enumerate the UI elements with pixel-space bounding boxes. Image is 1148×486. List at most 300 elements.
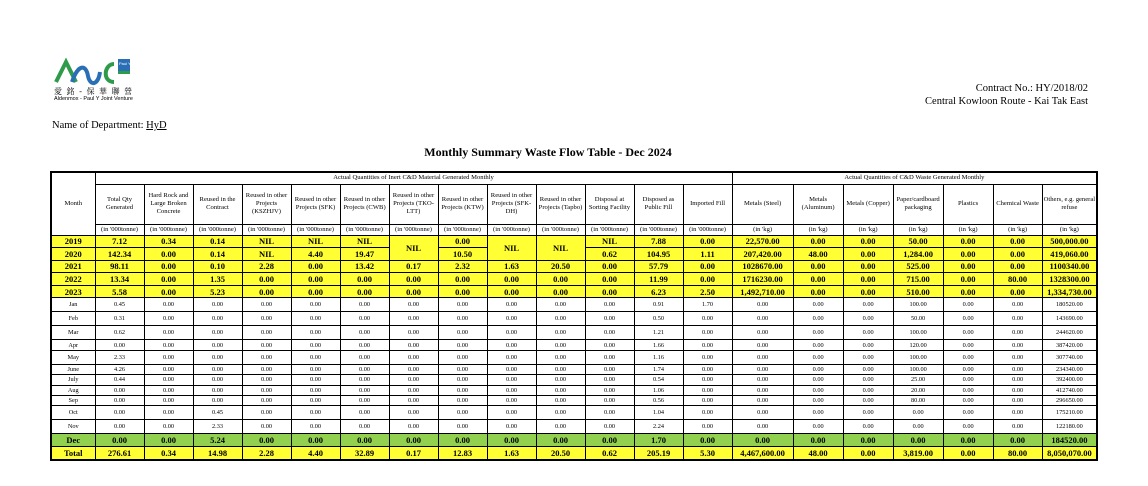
table-cell: 0.00 bbox=[536, 396, 585, 406]
table-cell: 0.00 bbox=[585, 406, 634, 420]
column-header: Metals (Copper) bbox=[843, 184, 893, 224]
table-cell: 0.00 bbox=[438, 350, 487, 364]
table-cell: 0.00 bbox=[291, 312, 340, 326]
table-cell: 0.00 bbox=[843, 447, 893, 461]
column-header: Chemical Waste bbox=[993, 184, 1042, 224]
table-cell: 1.74 bbox=[634, 364, 683, 374]
table-cell: 0.00 bbox=[893, 420, 943, 434]
table-cell: 0.00 bbox=[843, 248, 893, 261]
row-label: Nov bbox=[51, 420, 95, 434]
table-cell: 0.00 bbox=[291, 434, 340, 447]
table-cell: 0.00 bbox=[193, 326, 242, 340]
table-cell: 0.00 bbox=[340, 273, 389, 286]
table-cell: 0.56 bbox=[634, 396, 683, 406]
table-cell: 0.00 bbox=[585, 420, 634, 434]
table-cell: 0.00 bbox=[732, 434, 793, 447]
table-cell: 2.28 bbox=[242, 447, 291, 461]
project-name: Central Kowloon Route - Kai Tak East bbox=[925, 96, 1088, 107]
table-cell: 0.00 bbox=[793, 406, 843, 420]
table-cell: NIL bbox=[340, 235, 389, 248]
table-cell: 0.00 bbox=[389, 285, 438, 298]
table-cell: 0.00 bbox=[683, 350, 732, 364]
table-cell: 20.50 bbox=[536, 260, 585, 273]
table-cell: 0.00 bbox=[340, 375, 389, 385]
table-cell: 1.06 bbox=[634, 385, 683, 395]
table-cell: 1.63 bbox=[487, 260, 536, 273]
table-cell: 0.00 bbox=[291, 375, 340, 385]
table-cell: NIL bbox=[242, 248, 291, 261]
table-cell: 0.00 bbox=[242, 298, 291, 312]
column-header: Reused in other Projects (KTW) bbox=[438, 184, 487, 224]
table-cell: 0.00 bbox=[144, 364, 193, 374]
table-row bbox=[51, 447, 1097, 461]
table-cell: NIL bbox=[242, 235, 291, 248]
table-cell: 0.17 bbox=[389, 447, 438, 461]
table-cell: 0.00 bbox=[943, 248, 993, 261]
table-cell: 0.00 bbox=[993, 434, 1042, 447]
table-cell: 234340.00 bbox=[1042, 364, 1097, 374]
row-label: June bbox=[51, 364, 95, 374]
table-cell: 0.00 bbox=[438, 420, 487, 434]
table-cell: 0.10 bbox=[193, 260, 242, 273]
table-cell: 0.00 bbox=[438, 434, 487, 447]
table-cell: 0.00 bbox=[438, 326, 487, 340]
table-cell: 80.00 bbox=[993, 447, 1042, 461]
table-cell: 0.00 bbox=[843, 285, 893, 298]
table-cell: 0.00 bbox=[438, 312, 487, 326]
table-cell: 0.00 bbox=[340, 312, 389, 326]
table-cell: 50.00 bbox=[893, 235, 943, 248]
table-cell: 0.00 bbox=[993, 350, 1042, 364]
table-cell: 0.00 bbox=[585, 273, 634, 286]
table-cell: 0.00 bbox=[732, 298, 793, 312]
table-cell: 0.00 bbox=[340, 285, 389, 298]
table-row bbox=[51, 298, 1097, 312]
table-cell: 1,334,730.00 bbox=[1042, 285, 1097, 298]
table-cell: 0.00 bbox=[291, 273, 340, 286]
table-cell: 0.00 bbox=[144, 396, 193, 406]
row-label: Sep bbox=[51, 396, 95, 406]
table-cell: 48.00 bbox=[793, 447, 843, 461]
table-cell: 0.00 bbox=[144, 312, 193, 326]
table-cell: 122180.00 bbox=[1042, 420, 1097, 434]
table-cell: 0.00 bbox=[242, 312, 291, 326]
table-cell: 0.00 bbox=[389, 396, 438, 406]
table-cell: 7.12 bbox=[95, 235, 144, 248]
table-cell: 0.00 bbox=[993, 298, 1042, 312]
row-label: 2021 bbox=[51, 260, 95, 273]
table-cell: 0.00 bbox=[389, 375, 438, 385]
table-cell: 244620.00 bbox=[1042, 326, 1097, 340]
table-cell: 0.00 bbox=[943, 326, 993, 340]
table-cell: 0.00 bbox=[536, 406, 585, 420]
table-cell: 0.00 bbox=[95, 396, 144, 406]
row-label: Total bbox=[51, 447, 95, 461]
table-cell: 0.00 bbox=[993, 385, 1042, 395]
table-cell: 0.00 bbox=[536, 273, 585, 286]
table-cell: 1.70 bbox=[683, 298, 732, 312]
table-cell: 98.11 bbox=[95, 260, 144, 273]
table-row bbox=[51, 260, 1097, 273]
table-cell: 0.34 bbox=[144, 447, 193, 461]
table-cell: 0.14 bbox=[193, 235, 242, 248]
column-header: Plastics bbox=[943, 184, 993, 224]
table-cell: 0.00 bbox=[683, 260, 732, 273]
svg-text:Paul Y: Paul Y bbox=[119, 61, 131, 66]
table-cell: 0.00 bbox=[943, 375, 993, 385]
table-cell: 0.00 bbox=[843, 235, 893, 248]
table-cell: 10.50 bbox=[438, 248, 487, 261]
table-cell: 0.00 bbox=[438, 364, 487, 374]
table-cell: 0.00 bbox=[340, 420, 389, 434]
table-cell: 0.00 bbox=[242, 396, 291, 406]
table-cell: 715.00 bbox=[893, 273, 943, 286]
row-label: Dec bbox=[51, 434, 95, 447]
table-cell: 0.00 bbox=[793, 298, 843, 312]
column-header: Total Qty Generated bbox=[95, 184, 144, 224]
table-cell: 0.00 bbox=[242, 273, 291, 286]
table-cell: 0.00 bbox=[585, 260, 634, 273]
table-cell: 392400.00 bbox=[1042, 375, 1097, 385]
table-cell: 412740.00 bbox=[1042, 385, 1097, 395]
table-cell: 0.00 bbox=[585, 434, 634, 447]
table-cell: 4.26 bbox=[95, 364, 144, 374]
table-cell: 0.00 bbox=[340, 326, 389, 340]
table-cell: 57.79 bbox=[634, 260, 683, 273]
table-cell: 0.00 bbox=[95, 406, 144, 420]
table-cell: 0.00 bbox=[389, 350, 438, 364]
unit-cell: (in 'kg) bbox=[943, 224, 993, 235]
table-cell: 0.00 bbox=[793, 285, 843, 298]
table-cell: 1.66 bbox=[634, 340, 683, 350]
table-cell: 0.00 bbox=[993, 326, 1042, 340]
table-cell: 0.00 bbox=[993, 260, 1042, 273]
table-cell: 0.00 bbox=[585, 375, 634, 385]
table-cell: 0.00 bbox=[438, 273, 487, 286]
table-cell: 0.00 bbox=[683, 312, 732, 326]
table-cell: 1028670.00 bbox=[732, 260, 793, 273]
table-cell: 2.33 bbox=[95, 350, 144, 364]
table-cell: 0.00 bbox=[193, 340, 242, 350]
table-cell: 1.63 bbox=[487, 447, 536, 461]
table-cell: 0.00 bbox=[536, 375, 585, 385]
table-cell: 0.00 bbox=[389, 298, 438, 312]
table-cell: 0.00 bbox=[95, 420, 144, 434]
table-cell: 0.00 bbox=[95, 385, 144, 395]
table-cell: 0.00 bbox=[536, 385, 585, 395]
table-cell: 0.00 bbox=[487, 326, 536, 340]
table-cell: 0.00 bbox=[144, 385, 193, 395]
table-cell: 0.00 bbox=[732, 312, 793, 326]
table-cell: 0.00 bbox=[943, 447, 993, 461]
table-cell: 0.00 bbox=[793, 260, 843, 273]
table-cell: 0.62 bbox=[95, 326, 144, 340]
table-cell: 0.00 bbox=[291, 396, 340, 406]
table-cell: 100.00 bbox=[893, 326, 943, 340]
row-label: Feb bbox=[51, 312, 95, 326]
table-cell: 12.83 bbox=[438, 447, 487, 461]
page-title: Monthly Summary Waste Flow Table - Dec 2024 bbox=[424, 145, 672, 159]
table-cell: 0.00 bbox=[585, 285, 634, 298]
table-cell: 0.00 bbox=[536, 434, 585, 447]
table-cell: 0.34 bbox=[144, 235, 193, 248]
table-cell: 0.00 bbox=[683, 340, 732, 350]
column-header: Metals (Aluminum) bbox=[793, 184, 843, 224]
column-header: Hard Rock and Large Broken Concrete bbox=[144, 184, 193, 224]
row-label: 2019 bbox=[51, 235, 95, 248]
table-cell: 0.00 bbox=[732, 375, 793, 385]
table-cell: 0.00 bbox=[242, 326, 291, 340]
table-cell: 0.00 bbox=[487, 364, 536, 374]
table-cell: 0.00 bbox=[943, 298, 993, 312]
table-cell: 11.99 bbox=[634, 273, 683, 286]
table-cell: 80.00 bbox=[993, 273, 1042, 286]
table-cell: 0.14 bbox=[193, 248, 242, 261]
table-cell: 0.00 bbox=[487, 385, 536, 395]
column-header: Disposed as Public Fill bbox=[634, 184, 683, 224]
table-cell: 0.00 bbox=[340, 350, 389, 364]
table-cell: 0.00 bbox=[683, 364, 732, 374]
table-cell: 0.00 bbox=[793, 340, 843, 350]
table-cell: 510.00 bbox=[893, 285, 943, 298]
column-header: Disposal at Sorting Facility bbox=[585, 184, 634, 224]
table-cell: 0.00 bbox=[732, 396, 793, 406]
table-cell: 0.00 bbox=[144, 260, 193, 273]
table-cell: 0.00 bbox=[943, 260, 993, 273]
table-cell: 0.00 bbox=[340, 434, 389, 447]
column-header: Imported Fill bbox=[683, 184, 732, 224]
table-cell: 0.00 bbox=[242, 364, 291, 374]
table-cell: 1.04 bbox=[634, 406, 683, 420]
table-cell: 0.00 bbox=[793, 420, 843, 434]
column-header: Reused in other Projects (TKO-LTT) bbox=[389, 184, 438, 224]
table-cell: 0.00 bbox=[144, 406, 193, 420]
table-cell: 5.58 bbox=[95, 285, 144, 298]
table-cell: 0.00 bbox=[389, 434, 438, 447]
table-cell: 0.00 bbox=[438, 340, 487, 350]
table-cell: 0.00 bbox=[993, 248, 1042, 261]
table-cell: 0.00 bbox=[683, 396, 732, 406]
table-cell: 0.00 bbox=[242, 406, 291, 420]
table-cell: 3,819.00 bbox=[893, 447, 943, 461]
table-cell: 0.00 bbox=[943, 396, 993, 406]
table-cell: 0.00 bbox=[993, 375, 1042, 385]
table-cell: 500,000.00 bbox=[1042, 235, 1097, 248]
column-header: Reused in other Projects (SFK) bbox=[291, 184, 340, 224]
table-cell: 184520.00 bbox=[1042, 434, 1097, 447]
table-cell: 0.00 bbox=[793, 375, 843, 385]
table-cell: 0.00 bbox=[993, 396, 1042, 406]
table-cell: 0.00 bbox=[438, 406, 487, 420]
table-cell: 0.62 bbox=[585, 447, 634, 461]
row-label: 2020 bbox=[51, 248, 95, 261]
table-cell: 0.00 bbox=[340, 385, 389, 395]
table-cell: 0.00 bbox=[438, 385, 487, 395]
table-cell: 0.00 bbox=[993, 340, 1042, 350]
table-cell: 50.00 bbox=[893, 312, 943, 326]
table-cell: 5.23 bbox=[193, 285, 242, 298]
table-cell: 0.17 bbox=[389, 260, 438, 273]
table-cell: 0.00 bbox=[340, 406, 389, 420]
table-cell: 0.00 bbox=[843, 340, 893, 350]
table-cell: 0.00 bbox=[993, 235, 1042, 248]
table-cell: 0.00 bbox=[487, 285, 536, 298]
column-header: Reused in other Projects (CWB) bbox=[340, 184, 389, 224]
table-cell: NIL bbox=[291, 235, 340, 248]
table-cell: 0.00 bbox=[389, 326, 438, 340]
table-cell: 0.00 bbox=[536, 420, 585, 434]
table-cell: 0.00 bbox=[340, 396, 389, 406]
table-cell: 0.00 bbox=[536, 340, 585, 350]
unit-cell: (in '000tonne) bbox=[536, 224, 585, 235]
table-row bbox=[51, 235, 1097, 248]
table-cell: 0.00 bbox=[95, 340, 144, 350]
unit-cell: (in '000tonne) bbox=[193, 224, 242, 235]
column-header: Reused in other Projects (SFK-DH) bbox=[487, 184, 536, 224]
column-header: Reused in the Contract bbox=[193, 184, 242, 224]
table-cell: 0.62 bbox=[585, 248, 634, 261]
table-cell: 0.00 bbox=[144, 285, 193, 298]
table-cell: 0.00 bbox=[487, 340, 536, 350]
table-cell: 0.00 bbox=[843, 434, 893, 447]
table-cell: 0.00 bbox=[683, 375, 732, 385]
table-cell: 0.45 bbox=[193, 406, 242, 420]
table-cell: 0.00 bbox=[487, 396, 536, 406]
table-row bbox=[51, 385, 1097, 395]
table-cell: 0.00 bbox=[843, 260, 893, 273]
table-cell: 0.00 bbox=[242, 385, 291, 395]
table-cell: 1.35 bbox=[193, 273, 242, 286]
table-cell: 1,492,710.00 bbox=[732, 285, 793, 298]
row-label: Aug bbox=[51, 385, 95, 395]
table-cell: 0.00 bbox=[291, 364, 340, 374]
table-cell: 0.00 bbox=[389, 312, 438, 326]
table-cell: 5.30 bbox=[683, 447, 732, 461]
table-cell: 0.00 bbox=[536, 285, 585, 298]
table-cell: 0.00 bbox=[242, 350, 291, 364]
table-cell: 0.00 bbox=[683, 273, 732, 286]
row-label: Apr bbox=[51, 340, 95, 350]
unit-cell: (in '000tonne) bbox=[340, 224, 389, 235]
table-cell: 0.45 bbox=[95, 298, 144, 312]
table-cell: NIL bbox=[585, 235, 634, 248]
table-cell: 6.23 bbox=[634, 285, 683, 298]
table-cell: 0.00 bbox=[144, 248, 193, 261]
table-cell: 0.00 bbox=[943, 420, 993, 434]
table-cell: 100.00 bbox=[893, 298, 943, 312]
table-row bbox=[51, 420, 1097, 434]
table-cell: 0.00 bbox=[683, 385, 732, 395]
table-cell: 0.00 bbox=[585, 312, 634, 326]
unit-cell: (in 'kg) bbox=[1042, 224, 1097, 235]
logo-chinese-text: 愛 銘 - 保 華 聯 營 bbox=[54, 87, 134, 96]
table-cell: 0.00 bbox=[843, 298, 893, 312]
unit-cell: (in '000tonne) bbox=[487, 224, 536, 235]
table-cell: 0.00 bbox=[291, 385, 340, 395]
table-cell: 0.00 bbox=[843, 375, 893, 385]
table-row bbox=[51, 396, 1097, 406]
table-cell: 0.00 bbox=[242, 420, 291, 434]
table-cell: 0.00 bbox=[144, 350, 193, 364]
column-header: Reused in other Projects (KSZHJV) bbox=[242, 184, 291, 224]
table-cell: 0.00 bbox=[95, 434, 144, 447]
table-cell: 0.00 bbox=[793, 385, 843, 395]
table-cell: 0.00 bbox=[943, 364, 993, 374]
table-cell: 0.00 bbox=[843, 406, 893, 420]
department-label: Name of Department: bbox=[52, 120, 144, 131]
unit-cell: (in 'kg) bbox=[793, 224, 843, 235]
table-cell: 4.40 bbox=[291, 447, 340, 461]
table-cell: 0.00 bbox=[943, 312, 993, 326]
table-cell: 0.44 bbox=[95, 375, 144, 385]
table-cell: 0.00 bbox=[793, 326, 843, 340]
table-cell: 0.00 bbox=[291, 406, 340, 420]
table-cell: 0.00 bbox=[193, 385, 242, 395]
table-cell: 307740.00 bbox=[1042, 350, 1097, 364]
table-cell: 0.00 bbox=[389, 340, 438, 350]
inert-group-header: Actual Quantities of Inert C&D Material Generated Monthly bbox=[95, 172, 732, 184]
table-cell: 1.16 bbox=[634, 350, 683, 364]
table-cell: 19.47 bbox=[340, 248, 389, 261]
row-label: Mar bbox=[51, 326, 95, 340]
table-cell: 0.00 bbox=[732, 364, 793, 374]
table-cell: 0.00 bbox=[487, 406, 536, 420]
unit-cell: (in '000tonne) bbox=[242, 224, 291, 235]
row-label: 2023 bbox=[51, 285, 95, 298]
table-cell: 0.00 bbox=[291, 298, 340, 312]
table-cell: 180520.00 bbox=[1042, 298, 1097, 312]
table-cell: 0.00 bbox=[487, 312, 536, 326]
table-cell: 80.00 bbox=[893, 396, 943, 406]
table-cell: 0.00 bbox=[144, 326, 193, 340]
table-cell: 0.00 bbox=[993, 364, 1042, 374]
table-cell: 0.00 bbox=[993, 312, 1042, 326]
table-cell: 1,284.00 bbox=[893, 248, 943, 261]
table-cell: 0.00 bbox=[291, 260, 340, 273]
table-cell: 4,467,600.00 bbox=[732, 447, 793, 461]
unit-cell: (in '000tonne) bbox=[634, 224, 683, 235]
table-cell: 0.91 bbox=[634, 298, 683, 312]
table-cell: 0.00 bbox=[193, 312, 242, 326]
column-header: Paper/cardboard packaging bbox=[893, 184, 943, 224]
table-cell: 100.00 bbox=[893, 364, 943, 374]
unit-cell: (in 'kg) bbox=[993, 224, 1042, 235]
table-cell: 0.00 bbox=[193, 350, 242, 364]
table-cell: 0.00 bbox=[683, 326, 732, 340]
table-row bbox=[51, 434, 1097, 447]
table-cell: 0.00 bbox=[793, 273, 843, 286]
unit-cell: (in 'kg) bbox=[843, 224, 893, 235]
table-cell: 0.00 bbox=[242, 375, 291, 385]
table-cell: 205.19 bbox=[634, 447, 683, 461]
column-header: Reused in other Projects (Tapbo) bbox=[536, 184, 585, 224]
table-cell: 0.00 bbox=[732, 340, 793, 350]
table-cell: NIL bbox=[389, 235, 438, 260]
table-cell: 0.00 bbox=[438, 235, 487, 248]
table-cell: 0.00 bbox=[585, 385, 634, 395]
table-cell: 0.00 bbox=[943, 340, 993, 350]
table-cell: 1.70 bbox=[634, 434, 683, 447]
table-cell: 0.00 bbox=[943, 235, 993, 248]
table-cell: 0.00 bbox=[843, 364, 893, 374]
table-cell: 1.21 bbox=[634, 326, 683, 340]
table-cell: 0.00 bbox=[843, 312, 893, 326]
table-row bbox=[51, 364, 1097, 374]
table-cell: 0.00 bbox=[144, 434, 193, 447]
table-cell: NIL bbox=[487, 235, 536, 260]
table-cell: 0.00 bbox=[793, 312, 843, 326]
unit-cell: (in '000tonne) bbox=[683, 224, 732, 235]
